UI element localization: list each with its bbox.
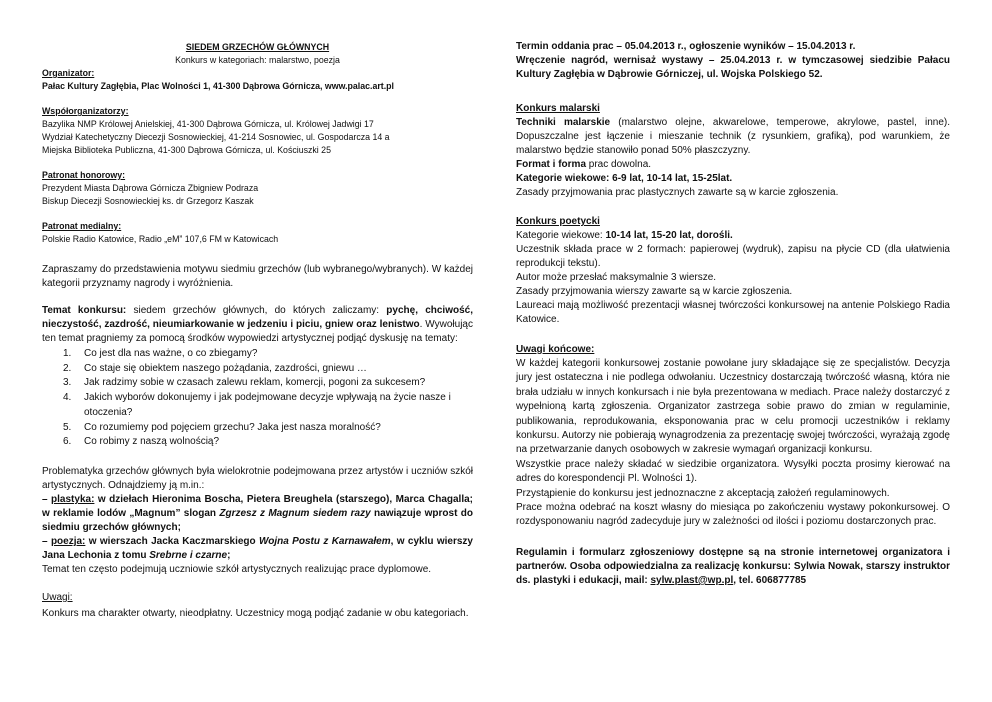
media-patronage-block — [42, 220, 473, 246]
question-item — [42, 421, 473, 436]
organizer-block — [42, 67, 473, 93]
theme-sins-list: pychę, chciwość, nieczystość, zazdrość, nieumiarkowanie w jedzeniu i piciu, gniew oraz lenistwo — [42, 305, 473, 330]
question-item — [42, 362, 473, 377]
art-text-continued: nawiązuje wprost do siedmiu grzechów głównych; — [42, 507, 473, 533]
question-number: 5. — [63, 421, 72, 433]
question-number: 6. — [63, 436, 72, 448]
poetry-contest-heading: Konkurs poetycki — [516, 216, 600, 227]
painting-format — [516, 158, 950, 172]
question-text: Co robimy z naszą wolnością? — [84, 436, 220, 448]
competition-subtitle: Konkurs w kategoriach: malarstwo, poezja — [175, 55, 340, 65]
art-label: plastyka: — [51, 493, 95, 505]
poetry-text-continued: , w cyklu wierszy Jana Lechonia z tomu — [42, 535, 473, 561]
question-item — [42, 391, 473, 420]
question-text: Jakich wyborów dokonujemy i jak podejmowane decyzje wpływają na życie nasze i otoczenia? — [84, 392, 451, 418]
final-notes-paragraph: Prace można odebrać na koszt własny do miesiąca po zakończeniu wystawy pokonkursowej. O rozdysponowaniu nagród zadecyduje jury w zależności od ilości i poziomu dostarczonych prac. — [516, 502, 950, 528]
final-notes-paragraph: Przystąpienie do konkursu jest jednoznaczne z akceptacją założeń regulaminowych. — [516, 487, 890, 499]
contact-email-link[interactable]: sylw.plast@wp.pl — [650, 574, 734, 586]
question-number: 1. — [63, 348, 72, 359]
format-text: prac dowolna. — [586, 159, 652, 170]
contact-paragraph — [516, 546, 950, 588]
invitation-paragraph: Zapraszamy do przedstawienia motywu siedmiu grzechów (lub wybranego/wybranych). W każdej kategorii przyznamy nagrody i wyróżnienia. — [42, 264, 473, 289]
final-notes-heading: Uwagi końcowe: — [516, 344, 595, 355]
coorganizer-line: Bazylika NMP Królowej Anielskiej, 41-300 Dąbrowa Górnicza, ul. Królowej Jadwigi 17 — [42, 119, 374, 129]
question-number: 3. — [63, 377, 72, 389]
painting-rules: Zasady przyjmowania prac plastycznych zawarte są w karcie zgłoszenia. — [516, 187, 839, 198]
examples-closing: Temat ten często podejmują uczniowie szkół artystycznych realizując prace dyplomowe. — [42, 563, 432, 575]
coorganizer-line: Miejska Biblioteka Publiczna, 41-300 Dąbrowa Górnicza, ul. Kościuszki 25 — [42, 145, 331, 155]
final-notes-section — [516, 343, 950, 530]
book-title-lechon: Srebrne i czarne — [149, 549, 228, 561]
theme-text: siedem grzechów głównych, do których zaliczamy: — [126, 305, 387, 316]
coorganizers-block — [42, 105, 473, 157]
question-number: 4. — [63, 392, 72, 404]
question-number: 2. — [63, 362, 72, 374]
ceremony-line: Wręczenie nagród, wernisaż wystawy – 25.04.2013 r. w tymczasowej siedzibie Pałacu Kultury Zagłębia w Dąbrowie Górniczej, ul. Wojska Polskiego 52. — [516, 55, 950, 80]
coorganizer-line: Wydział Katechetyczny Diecezji Sosnowieckiej, 41-214 Sosnowiec, ul. Gospodarcza 14 a — [42, 132, 390, 142]
theme-paragraph — [42, 304, 473, 346]
discussion-questions — [42, 347, 473, 450]
poetry-text-end: ; — [227, 549, 231, 561]
question-text: Jak radzimy sobie w czasach zalewu reklam, komercji, pogoni za sukcesem? — [84, 377, 426, 389]
painting-contest-heading: Konkurs malarski — [516, 103, 600, 114]
honorary-patronage-label: Patronat honorowy: — [42, 170, 126, 180]
poem-title-kaczmarski: Wojna Postu z Karnawałem — [259, 535, 391, 547]
media-patron-line: Polskie Radio Katowice, Radio „eM” 107,6 FM w Katowicach — [42, 234, 279, 244]
organizer-label: Organizator: — [42, 68, 95, 78]
right-column — [516, 40, 950, 588]
poetry-contest-section — [516, 215, 950, 327]
art-text: w dziełach Hieronima Boscha, Pietera Breughela (starszego), Marca Chagalla; w reklamie lodów „Magnum” slogan — [42, 493, 474, 519]
dates-block — [516, 40, 950, 82]
organizer-line: Pałac Kultury Zagłębia, Plac Wolności 1, 41-300 Dąbrowa Górnicza, www.palac.art.pl — [42, 81, 394, 91]
coorganizers-label: Współorganizatorzy: — [42, 106, 129, 116]
painting-age-groups: Kategorie wiekowe: 6-9 lat, 10-14 lat, 15-25lat. — [516, 173, 733, 184]
honorary-patronage-block — [42, 169, 473, 208]
question-item — [42, 376, 473, 391]
painting-techniques — [516, 116, 950, 158]
question-text: Co staje się obiektem naszego pożądania, zazdrości, gniewu … — [84, 362, 367, 374]
honorary-patron-line: Prezydent Miasta Dąbrowa Górnicza Zbigniew Podraza — [42, 183, 259, 193]
poetry-rule-line: Laureaci mają możliwość prezentacji własnej twórczości konkursowej na antenie Polskiego Radia Katowice. — [516, 300, 950, 325]
format-label: Format i forma — [516, 159, 587, 170]
painting-contest-section — [516, 102, 950, 200]
art-dash: – — [42, 493, 52, 505]
techniques-label: Techniki malarskie — [516, 117, 611, 128]
poetry-age-values: 10-14 lat, 15-20 lat, dorośli. — [605, 230, 733, 241]
theme-text-continued: . Wywołując ten temat pragniemy za pomocą środków wypowiedzi artystycznej podjąć dyskusję na tematy: — [42, 319, 473, 344]
poetry-age-groups — [516, 229, 950, 243]
techniques-text: (malarstwo olejne, akwarelowe, temperowe, akrylowe, pastel, inne). Dopuszczalne jest łączenie i mieszanie technik (z rysunkiem, grafiką), pod warunkiem, że malarstwo będzie stanowiło ponad 50% płaszczyzny. — [516, 117, 951, 156]
media-patronage-label: Patronat medialny: — [42, 221, 122, 231]
examples-poetry — [42, 535, 473, 563]
header-info — [42, 41, 473, 246]
notes-label: Uwagi: — [42, 591, 73, 603]
question-text: Co rozumiemy pod pojęciem grzechu? Jaka jest nasza moralność? — [84, 421, 381, 433]
competition-title: SIEDEM GRZECHÓW GŁÓWNYCH — [185, 42, 330, 52]
question-item — [42, 435, 473, 450]
honorary-patron-line: Biskup Diecezji Sosnowieckiej ks. dr Grzegorz Kaszak — [42, 196, 254, 206]
deadline-line: Termin oddania prac – 05.04.2013 r., ogłoszenie wyników – 15.04.2013 r. — [516, 41, 856, 52]
poetry-rule-line: Autor może przesłać maksymalnie 3 wiersze. — [516, 272, 717, 283]
question-item — [42, 347, 473, 362]
poetry-text: w wierszach Jacka Kaczmarskiego — [85, 535, 259, 547]
question-text: Co jest dla nas ważne, o co zbiegamy? — [84, 348, 258, 359]
poetry-age-label: Kategorie wiekowe: — [516, 230, 606, 241]
poetry-label: poezja: — [50, 535, 86, 547]
poetry-dash: – — [42, 535, 51, 547]
poetry-rule-line: Uczestnik składa prace w 2 formach: papierowej (wydruk), zapisu na płycie CD (dla ułatwienia reprodukcji tekstu). — [516, 244, 950, 269]
left-column — [42, 41, 473, 621]
contact-phone: , tel. 606877785 — [733, 574, 807, 586]
examples-intro: Problematyka grzechów głównych była wielokrotnie podejmowana przez artystów i uczniów szkół artystycznych. Odnajdziemy ją m.in.: — [42, 465, 473, 491]
contact-text: Regulamin i formularz zgłoszeniowy dostępne są na stronie internetowej organizatora i partnerów. Osoba odpowiedzialna za realizację konkursu: Sylwia Nowak, starszy instruktor ds. plastyki i edukacji, mail: — [516, 546, 950, 586]
notes-text: Konkurs ma charakter otwarty, nieodpłatny. Uczestnicy mogą podjąć zadanie w obu kategoriach. — [42, 607, 469, 619]
examples-art — [42, 493, 473, 535]
theme-label: Temat konkursu: — [42, 305, 127, 316]
magnum-slogan: Zgrzesz z Magnum siedem razy — [219, 507, 371, 519]
final-notes-paragraph: Wszystkie prace należy składać w siedzibie organizatora. Wysyłki poczta prosimy kierować na adres do korespondencji Pl. Wolności 1). — [516, 458, 950, 485]
final-notes-paragraph: W każdej kategorii konkursowej zostanie powołane jury składające się ze specjalistów. Decyzja jury jest ostateczna i nie podlega odwołaniu. Uczestnicy dostarczają twórczość własną, która nie brała udziału w innych konkursach i nie była prezentowana w mediach. Prace należy dostarczyć z wypełnioną kartą zgłoszenia. Organizator zastrzega sobie prawo do zmian w regulaminie, publikowania, reprodukowania, eksponowania prac w celu promocji uczestników i reklamy konkursu. Autorzy nie pobierają wynagrodzenia za prezentację swojej twórczości, wyrażają zgodę na przetwarzanie danych osobowych w zakresie wymagań organizacji konkursu. — [516, 358, 950, 456]
examples-section — [42, 465, 473, 577]
poetry-rule-line: Zasady przyjmowania wierszy zawarte są w karcie zgłoszenia. — [516, 286, 793, 297]
